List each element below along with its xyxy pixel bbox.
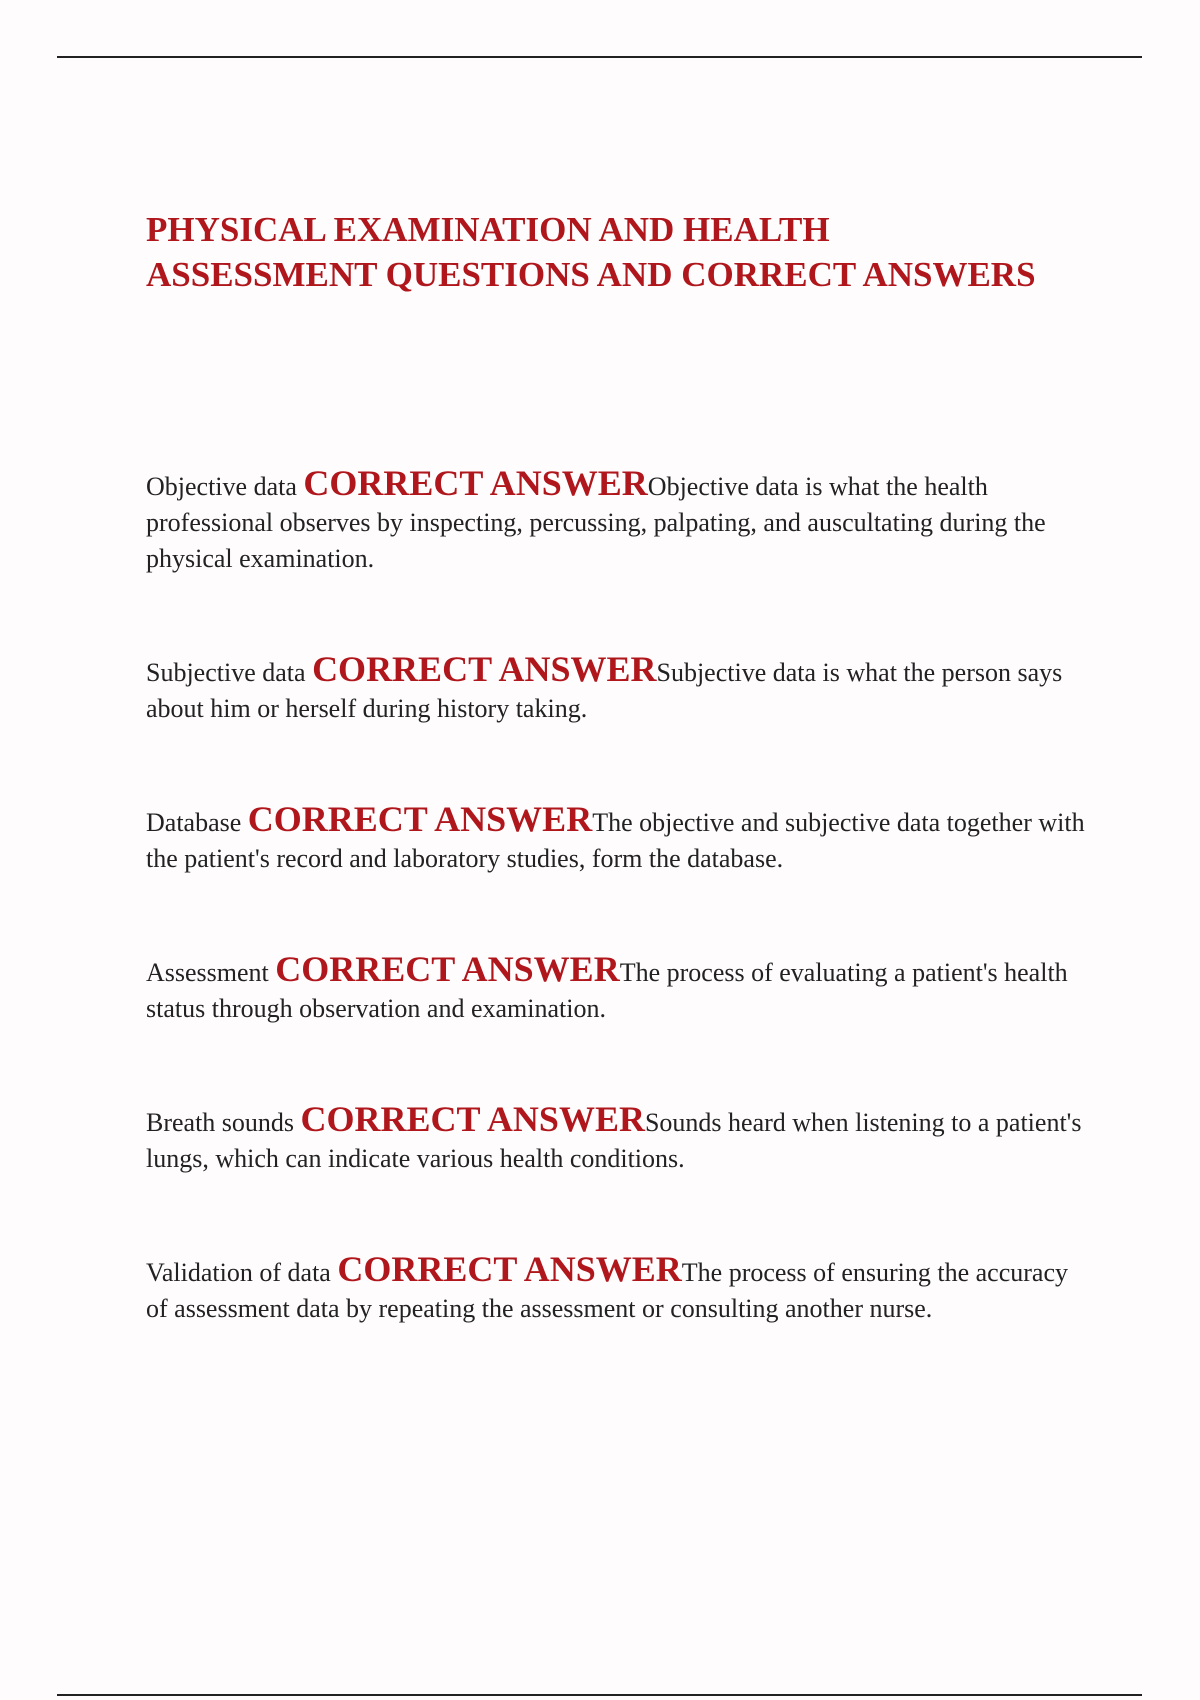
top-rule: [57, 56, 1142, 58]
qa-item-validation-of-data: [146, 1251, 1096, 1327]
title-line-2: ASSESSMENT QUESTIONS AND CORRECT ANSWERS: [146, 255, 1036, 294]
qa-answer: Subjective data is what the person says about him or herself during history taking.: [146, 658, 1063, 723]
qa-term: Objective data: [146, 472, 297, 501]
qa-answer: The objective and subjective data together with the patient's record and laboratory studies, form the database.: [146, 808, 1085, 873]
qa-term: Database: [146, 808, 242, 837]
qa-answer: Objective data is what the health professional observes by inspecting, percussing, palpating, and auscultating during the physical examination.: [146, 472, 1046, 573]
qa-list: [146, 465, 1096, 1327]
qa-item-subjective-data: [146, 651, 1096, 727]
document-title: [146, 207, 1126, 297]
qa-answer: Sounds heard when listening to a patient's lungs, which can indicate various health conditions.: [146, 1108, 1082, 1173]
correct-answer-marker: CORRECT ANSWER: [337, 1249, 682, 1289]
qa-item-breath-sounds: [146, 1101, 1096, 1177]
qa-item-objective-data: [146, 465, 1096, 577]
correct-answer-marker: CORRECT ANSWER: [247, 799, 593, 839]
correct-answer-marker: CORRECT ANSWER: [312, 649, 657, 689]
qa-item-database: [146, 801, 1096, 877]
qa-item-assessment: [146, 951, 1096, 1027]
bottom-rule: [57, 1694, 1142, 1696]
correct-answer-marker: CORRECT ANSWER: [303, 463, 648, 503]
qa-term: Assessment: [146, 958, 269, 987]
qa-term: Breath sounds: [146, 1108, 295, 1137]
qa-term: Validation of data: [146, 1258, 331, 1287]
qa-term: Subjective data: [146, 658, 306, 687]
correct-answer-marker: CORRECT ANSWER: [300, 1099, 645, 1139]
correct-answer-marker: CORRECT ANSWER: [275, 949, 620, 989]
qa-answer: The process of evaluating a patient's health status through observation and examination.: [146, 958, 1068, 1023]
title-line-1: PHYSICAL EXAMINATION AND HEALTH: [146, 210, 830, 249]
qa-answer: The process of ensuring the accuracy of assessment data by repeating the assessment or consulting another nurse.: [146, 1258, 1068, 1323]
